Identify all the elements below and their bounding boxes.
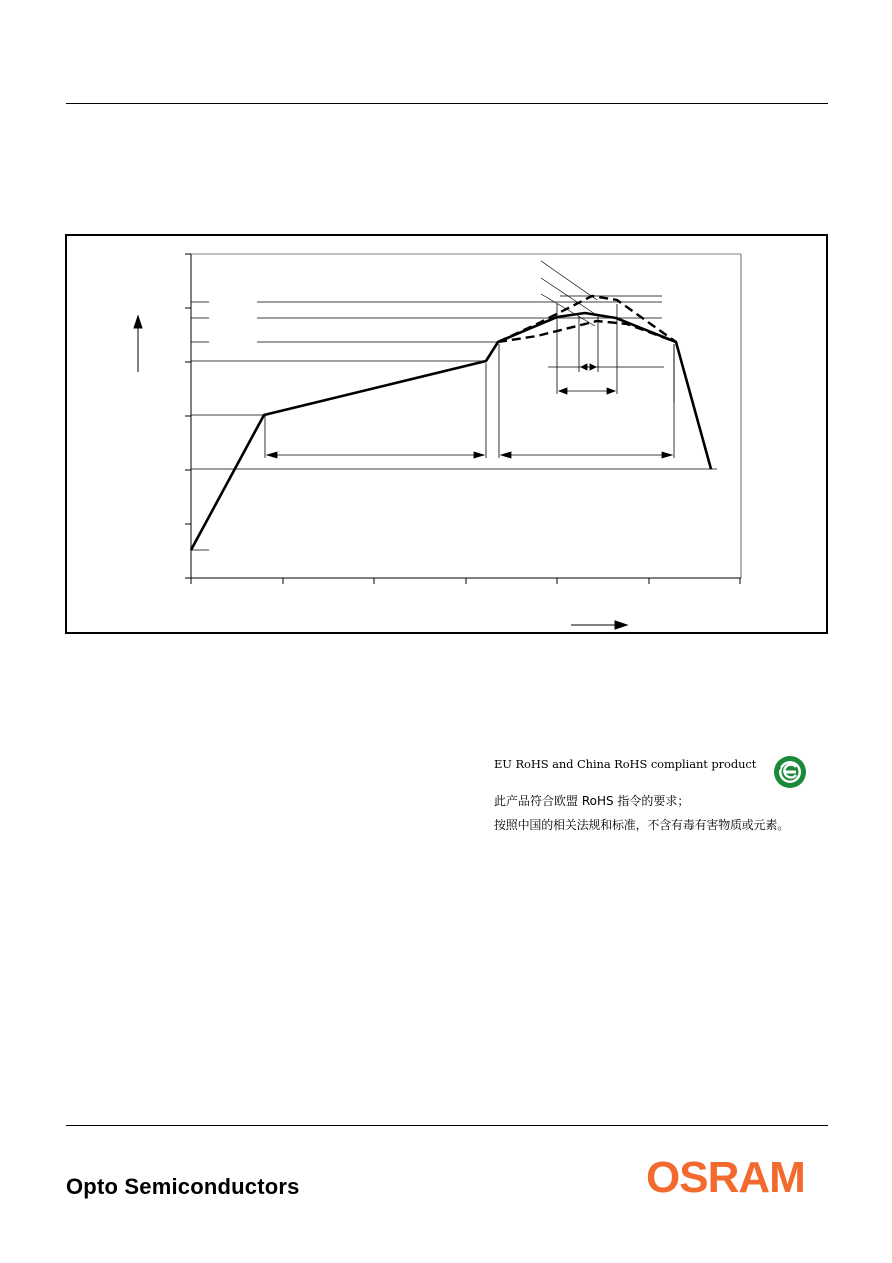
rohs-compliance-block: [490, 752, 835, 842]
arrowhead: [581, 364, 587, 370]
rohs-chinese-line-2: 按照中国的相关法规和标准，不含有毒有害物质或元素。: [494, 818, 790, 832]
reference-levels: [191, 296, 717, 550]
rohs-e-circle-icon: [772, 754, 808, 790]
dimension-arrows: [267, 364, 672, 458]
arrowhead: [474, 452, 484, 458]
x-ticks: [191, 578, 740, 584]
footer-rule: [66, 1125, 828, 1126]
soldering-profile-chart: [65, 234, 828, 634]
arrowhead: [501, 452, 511, 458]
profile-upper-dashed: [498, 296, 676, 342]
arrowhead: [615, 621, 627, 629]
arrowhead: [607, 388, 615, 394]
axis-direction-arrows: [134, 316, 627, 629]
footer-brand-text: Opto Semiconductors: [66, 1174, 300, 1199]
arrowhead: [134, 316, 142, 328]
soldering-profile-svg: [67, 236, 828, 634]
leader-line: [541, 261, 597, 300]
rohs-chinese-line-1: 此产品符合欧盟 RoHS 指令的要求；: [494, 794, 690, 808]
arrowhead: [590, 364, 596, 370]
arrowhead: [267, 452, 277, 458]
profile-nominal-line: [191, 313, 711, 550]
osram-logo: OSRAM: [646, 1153, 805, 1202]
plot-area: [185, 254, 741, 584]
arrowhead: [559, 388, 567, 394]
header-rule: [66, 103, 828, 104]
rohs-english-text: EU RoHS and China RoHS compliant product: [494, 757, 757, 771]
y-ticks: [185, 254, 191, 578]
interval-markers: [265, 304, 674, 458]
arrowhead: [662, 452, 672, 458]
